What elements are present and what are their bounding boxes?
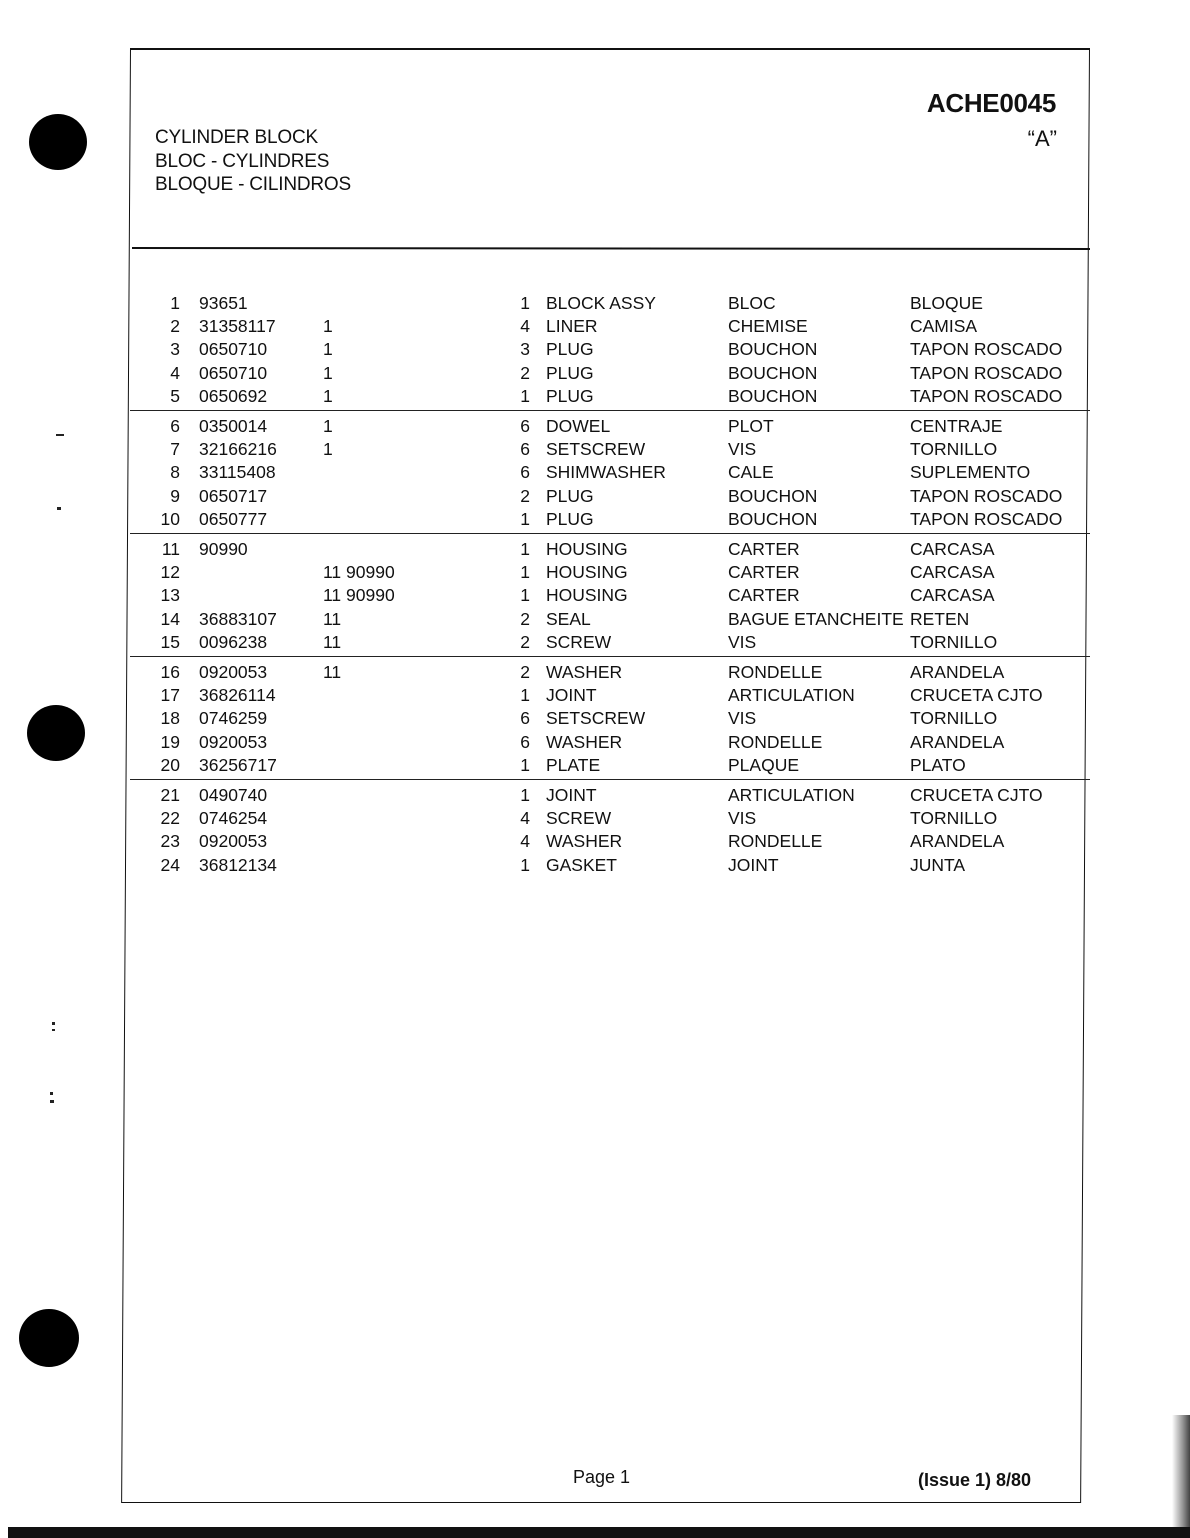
item-number: 19 [160, 731, 180, 752]
part-number: 0650692 [199, 385, 268, 406]
item-number: 8 [170, 462, 180, 483]
description-french: BOUCHON [728, 508, 818, 529]
quantity: 2 [520, 608, 530, 629]
part-number: 0350014 [199, 416, 268, 436]
document-variant: “A” [1027, 126, 1057, 151]
item-number: 17 [160, 685, 180, 706]
part-number: 36256717 [199, 754, 277, 775]
reference: 11 90990 [323, 562, 395, 583]
quantity: 6 [520, 439, 530, 460]
scan-edge-shadow [1172, 1415, 1190, 1527]
description-spanish: ARANDELA [910, 662, 1005, 682]
title-spanish: BLOQUE - CILINDROS [155, 174, 351, 195]
reference: 1 [323, 385, 333, 406]
description-french: RONDELLE [728, 662, 823, 682]
description-spanish: BLOQUE [910, 293, 983, 313]
quantity: 1 [520, 508, 530, 529]
item-number: 7 [170, 439, 180, 460]
description-english: BLOCK ASSY [546, 293, 656, 313]
description-spanish: TORNILLO [910, 808, 998, 829]
description-english: PLATE [546, 754, 601, 775]
description-spanish: TAPON ROSCADO [910, 339, 1063, 360]
item-number: 15 [160, 631, 180, 652]
item-number: 14 [160, 608, 180, 629]
part-number: 0920053 [199, 731, 268, 752]
parts-row [0, 684, 1190, 707]
quantity: 6 [520, 416, 530, 436]
description-french: CARTER [728, 539, 800, 559]
quantity: 1 [520, 539, 530, 559]
description-french: CHEMISE [728, 316, 808, 337]
quantity: 2 [520, 362, 530, 383]
parts-row [0, 508, 1190, 531]
description-spanish: CARCASA [910, 539, 995, 559]
description-spanish: TORNILLO [910, 631, 998, 652]
parts-row [0, 438, 1190, 461]
quantity: 1 [520, 785, 530, 805]
description-spanish: CARCASA [910, 585, 995, 606]
description-english: WASHER [546, 831, 623, 852]
quantity: 4 [520, 316, 530, 337]
reference: 11 [323, 662, 342, 682]
item-number: 5 [170, 385, 180, 406]
description-english: HOUSING [546, 562, 628, 583]
scan-speck [50, 1100, 54, 1103]
description-spanish: TAPON ROSCADO [910, 485, 1063, 506]
scan-speck [50, 1092, 53, 1095]
item-number: 3 [170, 339, 180, 360]
quantity: 2 [520, 485, 530, 506]
parts-row [0, 292, 1190, 315]
description-english: PLUG [546, 508, 594, 529]
parts-row [0, 485, 1190, 508]
item-number: 24 [160, 854, 180, 875]
quantity: 2 [520, 662, 530, 682]
quantity: 1 [520, 293, 530, 313]
scan-speck [52, 1022, 55, 1025]
description-french: ARTICULATION [728, 685, 855, 706]
description-english: HOUSING [546, 539, 628, 559]
parts-row [0, 731, 1190, 754]
description-french: RONDELLE [728, 831, 823, 852]
description-french: CALE [728, 462, 774, 483]
parts-row [0, 608, 1190, 631]
description-english: PLUG [546, 485, 594, 506]
item-number: 9 [170, 485, 180, 506]
description-english: PLUG [546, 339, 594, 360]
item-number: 6 [170, 416, 180, 436]
description-spanish: TAPON ROSCADO [910, 362, 1063, 383]
parts-row [0, 461, 1190, 484]
quantity: 4 [520, 808, 530, 829]
reference: 11 [323, 631, 342, 652]
description-french: BOUCHON [728, 385, 818, 406]
description-spanish: CRUCETA CJTO [910, 785, 1043, 805]
parts-row [0, 854, 1190, 877]
punch-hole-bottom [19, 1309, 79, 1367]
description-french: VIS [728, 439, 757, 460]
description-french: CARTER [728, 562, 800, 583]
quantity: 1 [520, 585, 530, 606]
item-number: 11 [161, 539, 180, 559]
part-number: 31358117 [199, 316, 276, 337]
quantity: 1 [520, 754, 530, 775]
document-code: ACHE0045 [926, 88, 1056, 118]
description-french: BOUCHON [728, 339, 818, 360]
scan-speck [52, 1029, 55, 1031]
quantity: 6 [520, 708, 530, 729]
parts-row [0, 561, 1190, 584]
quantity: 1 [520, 685, 530, 706]
item-number: 22 [160, 808, 180, 829]
item-number: 20 [160, 754, 180, 775]
description-english: PLUG [546, 362, 594, 383]
description-spanish: CAMISA [910, 316, 978, 337]
description-french: BOUCHON [728, 362, 818, 383]
item-number: 10 [160, 508, 180, 529]
description-spanish: CENTRAJE [910, 416, 1003, 436]
description-english: WASHER [546, 731, 623, 752]
parts-row [0, 830, 1190, 853]
group-divider [130, 410, 1090, 411]
quantity: 3 [520, 339, 530, 360]
item-number: 23 [160, 831, 180, 852]
item-number: 4 [170, 362, 180, 383]
title-french: BLOC - CYLINDRES [155, 150, 330, 172]
reference: 11 [323, 608, 342, 629]
description-french: BOUCHON [728, 485, 818, 506]
part-number: 0746259 [199, 708, 268, 729]
group-divider [130, 533, 1090, 534]
part-number: 36812134 [199, 854, 277, 875]
part-number: 0650717 [199, 485, 268, 506]
part-number: 0096238 [199, 631, 268, 652]
description-french: VIS [728, 808, 757, 829]
item-number: 1 [170, 293, 180, 313]
description-spanish: TAPON ROSCADO [910, 508, 1063, 529]
description-spanish: TORNILLO [910, 439, 998, 460]
description-french: RONDELLE [728, 731, 823, 752]
parts-row [0, 784, 1190, 807]
item-number: 12 [160, 562, 180, 583]
description-spanish: ARANDELA [910, 831, 1005, 852]
parts-row [0, 807, 1190, 830]
description-spanish: PLATO [910, 754, 966, 775]
part-number: 36883107 [199, 608, 277, 629]
part-number: 0746254 [199, 808, 268, 829]
item-number: 2 [170, 316, 180, 337]
description-french: ARTICULATION [728, 785, 855, 805]
description-spanish: TORNILLO [910, 708, 998, 729]
description-spanish: CRUCETA CJTO [910, 685, 1043, 706]
description-english: JOINT [546, 785, 597, 805]
part-number: 93651 [199, 293, 248, 313]
quantity: 1 [520, 562, 530, 583]
description-english: WASHER [546, 662, 623, 682]
group-divider [130, 779, 1090, 780]
description-french: PLAQUE [728, 754, 799, 775]
description-english: SCREW [546, 631, 612, 652]
description-french: JOINT [728, 854, 779, 875]
reference: 1 [323, 316, 333, 337]
description-spanish: RETEN [910, 608, 970, 629]
quantity: 2 [520, 631, 530, 652]
part-number: 0650710 [199, 339, 268, 360]
part-number: 32166216 [199, 439, 277, 460]
description-english: SETSCREW [546, 439, 646, 460]
part-number: 36826114 [199, 685, 276, 706]
description-english: HOUSING [546, 585, 628, 606]
title-english: CYLINDER BLOCK [155, 127, 318, 148]
description-french: VIS [728, 708, 757, 729]
description-french: CARTER [728, 585, 800, 606]
parts-row [0, 661, 1190, 684]
part-number: 0490740 [199, 785, 268, 805]
part-number: 0920053 [199, 662, 268, 682]
description-spanish: TAPON ROSCADO [910, 385, 1063, 406]
description-spanish: ARANDELA [910, 731, 1005, 752]
reference: 1 [323, 439, 333, 460]
page-number: Page 1 [573, 1467, 631, 1487]
scan-edge-bar [8, 1527, 1190, 1538]
description-french: PLOT [728, 416, 774, 436]
part-number: 0650777 [199, 508, 268, 529]
description-spanish: JUNTA [910, 854, 966, 875]
description-english: GASKET [546, 854, 617, 875]
punch-hole-top [29, 114, 87, 170]
reference: 1 [323, 362, 333, 383]
quantity: 1 [520, 385, 530, 406]
part-number: 0920053 [199, 831, 268, 852]
description-english: DOWEL [546, 416, 611, 436]
parts-row [0, 315, 1190, 338]
description-english: SCREW [546, 808, 612, 829]
description-english: PLUG [546, 385, 594, 406]
issue-date: (Issue 1) 8/80 [918, 1470, 1032, 1490]
parts-row [0, 538, 1190, 561]
description-english: LINER [546, 316, 598, 337]
group-divider [130, 656, 1090, 657]
reference: 1 [323, 416, 333, 436]
description-spanish: CARCASA [910, 562, 995, 583]
description-english: SHIMWASHER [546, 462, 666, 483]
quantity: 4 [520, 831, 530, 852]
parts-row [0, 707, 1190, 730]
item-number: 13 [160, 585, 180, 606]
item-number: 18 [160, 708, 180, 729]
description-french: VIS [728, 631, 757, 652]
part-number: 33115408 [199, 462, 276, 483]
reference: 11 90990 [323, 585, 395, 606]
parts-row [0, 631, 1190, 654]
description-english: SETSCREW [546, 708, 646, 729]
parts-row [0, 584, 1190, 607]
parts-row [0, 754, 1190, 777]
description-english: JOINT [546, 685, 597, 706]
parts-row [0, 338, 1190, 361]
parts-row [0, 385, 1190, 408]
section-title-block [155, 126, 351, 197]
parts-row [0, 415, 1190, 438]
item-number: 21 [160, 785, 180, 805]
reference: 1 [323, 339, 333, 360]
quantity: 6 [520, 731, 530, 752]
quantity: 6 [520, 462, 530, 483]
description-spanish: SUPLEMENTO [910, 462, 1031, 483]
part-number: 90990 [199, 539, 248, 559]
description-english: SEAL [546, 608, 591, 629]
parts-row [0, 362, 1190, 385]
part-number: 0650710 [199, 362, 268, 383]
item-number: 16 [160, 662, 180, 682]
description-french: BAGUE ETANCHEITE [728, 608, 904, 629]
description-french: BLOC [728, 293, 776, 313]
quantity: 1 [520, 854, 530, 875]
